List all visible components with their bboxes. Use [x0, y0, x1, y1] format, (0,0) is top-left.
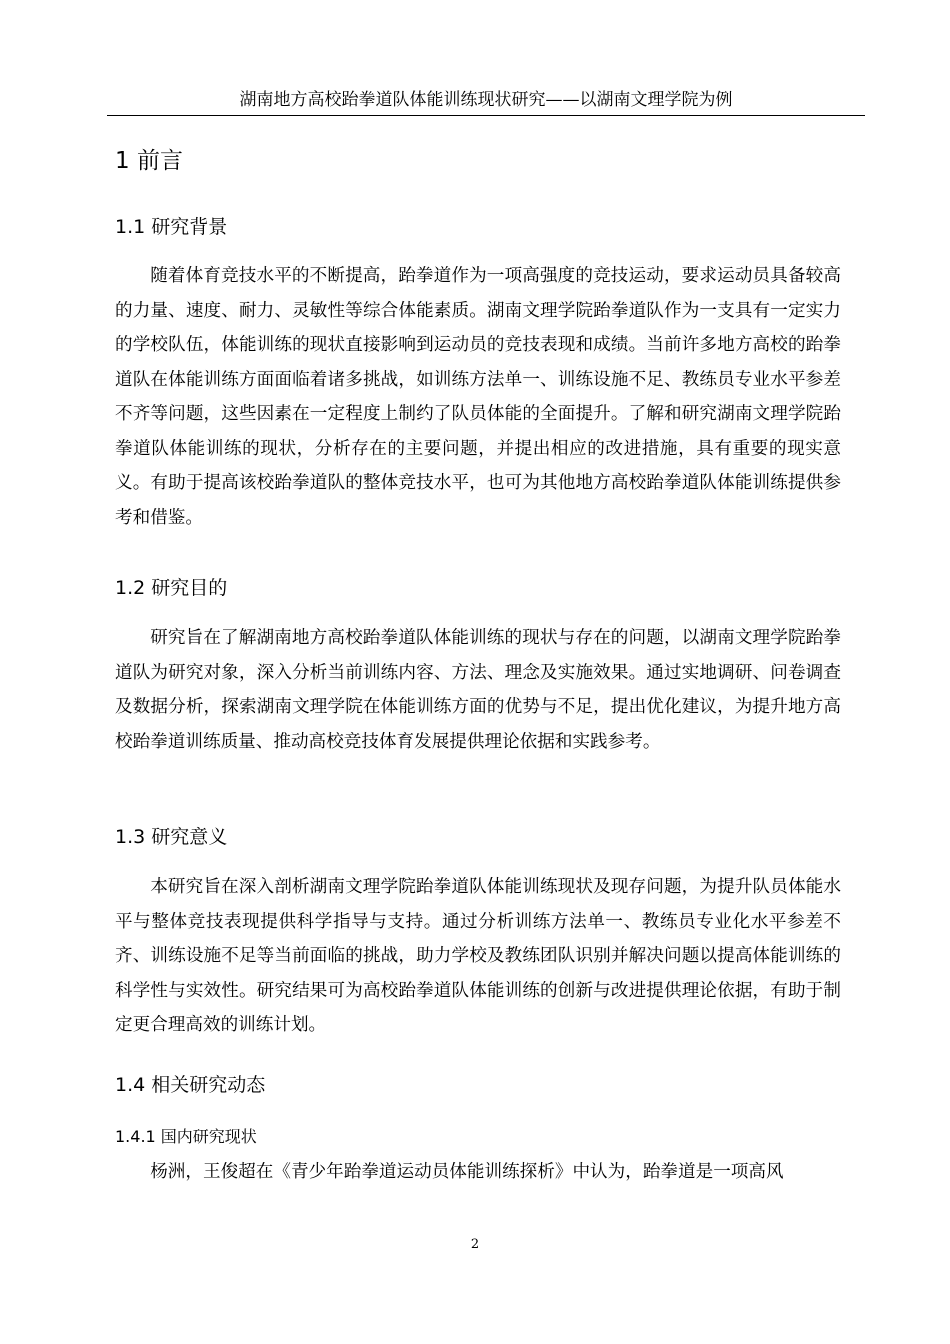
- section-paragraph-1-3: 本研究旨在深入剖析湖南文理学院跆拳道队体能训练现状及现存问题，为提升队员体能水平与整体竞技表现提供科学指导与支持。通过分析训练方法单一、教练员专业化水平参差不齐、训练设施不足等当前面临的挑战，助力学校及教练团队识别并解决问题以提高体能训练的科学性与实效性。研究结果可为高校跆拳道队体能训练的创新与改进提供理论依据，有助于制定更合理高效的训练计划。: [115, 877, 841, 1035]
- section-title-1-3: 1.3 研究意义: [115, 826, 228, 848]
- section-title-1-4: 1.4 相关研究动态: [115, 1074, 266, 1096]
- subsection-paragraph-1-4-1: 杨洲，王俊超在《青少年跆拳道运动员体能训练探析》中认为，跆拳道是一项高风: [150, 1162, 784, 1182]
- header-rule: [107, 115, 865, 116]
- section-title-1-1: 1.1 研究背景: [115, 216, 228, 238]
- page-number: 2: [470, 1237, 480, 1252]
- section-title-1-2: 1.2 研究目的: [115, 577, 228, 599]
- section-paragraph-1-1: 随着体育竞技水平的不断提高，跆拳道作为一项高强度的竞技运动，要求运动员具备较高的力量、速度、耐力、灵敏性等综合体能素质。湖南文理学院跆拳道队作为一支具有一定实力的学校队伍，体能训练的现状直接影响到运动员的竞技表现和成绩。当前许多地方高校的跆拳道队在体能训练方面面临着诸多挑战，如训练方法单一、训练设施不足、教练员专业水平参差不齐等问题，这些因素在一定程度上制约了队员体能的全面提升。了解和研究湖南文理学院跆拳道队体能训练的现状，分析存在的主要问题，并提出相应的改进措施，具有重要的现实意义。有助于提高该校跆拳道队的整体竞技水平，也可为其他地方高校跆拳道队体能训练提供参考和借鉴。: [115, 266, 841, 528]
- running-header: 湖南地方高校跆拳道队体能训练现状研究——以湖南文理学院为例: [239, 90, 733, 110]
- subsection-title-1-4-1: 1.4.1 国内研究现状: [115, 1127, 257, 1146]
- section-paragraph-1-2: 研究旨在了解湖南地方高校跆拳道队体能训练的现状与存在的问题，以湖南文理学院跆拳道队为研究对象，深入分析当前训练内容、方法、理念及实施效果。通过实地调研、问卷调查及数据分析，探索湖南文理学院在体能训练方面的优势与不足，提出优化建议，为提升地方高校跆拳道训练质量、推动高校竞技体育发展提供理论依据和实践参考。: [115, 628, 841, 752]
- chapter-title: 1 前言: [115, 148, 183, 174]
